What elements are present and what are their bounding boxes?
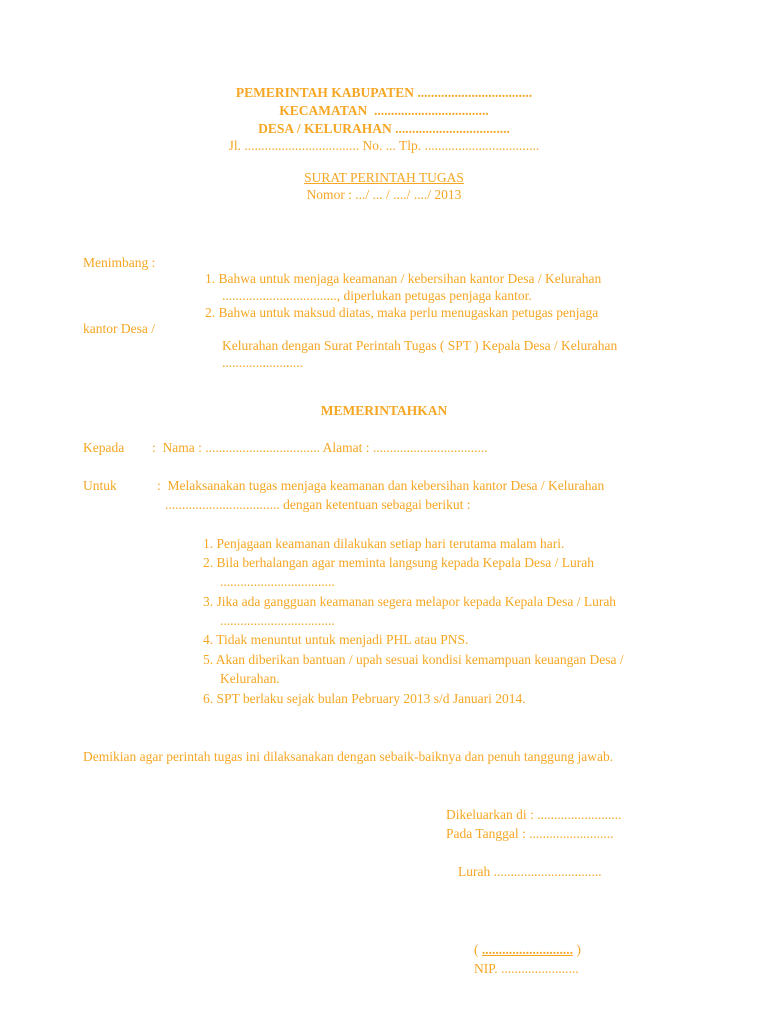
signatory-nip: NIP. .......................	[474, 961, 579, 976]
document-title: SURAT PERINTAH TUGAS	[304, 170, 464, 185]
ketentuan-item-3-cont: ..................................	[220, 613, 335, 628]
ketentuan-item-6: 6. SPT berlaku sejak bulan Pebruary 2013 s/d Januari 2014.	[203, 691, 526, 706]
closing-statement: Demikian agar perintah tugas ini dilaksanakan dengan sebaik-baiknya dan penuh tanggung jawab.	[83, 749, 614, 764]
document-number: Nomor : .../ ... / ..../ ..../ 2013	[306, 187, 462, 202]
issued-date: Pada Tanggal : .........................	[446, 826, 614, 841]
menimbang-label: Menimbang :	[83, 255, 156, 270]
untuk-content-cont: .................................. dengan ketentuan sebagai berikut :	[165, 497, 471, 512]
ketentuan-item-1: 1. Penjagaan keamanan dilakukan setiap hari terutama malam hari.	[203, 536, 565, 551]
open-paren: (	[474, 942, 482, 957]
header-address: Jl. .................................. No. ... Tlp. ..................................	[228, 138, 540, 153]
lurah-title: Lurah ................................	[458, 864, 602, 879]
issued-at: Dikeluarkan di : .........................	[446, 807, 622, 822]
menimbang-item-1-cont: .................................., diperlukan petugas penjaga kantor.	[222, 288, 532, 303]
ketentuan-item-5-cont: Kelurahan.	[220, 671, 280, 686]
signatory-name	[474, 943, 581, 957]
close-paren: )	[573, 942, 581, 957]
kepada-content: : Nama : .................................. Alamat : ..................................	[152, 440, 488, 455]
ketentuan-item-2-cont: ..................................	[220, 574, 335, 589]
menimbang-item-2: 2. Bahwa untuk maksud diatas, maka perlu menugaskan petugas penjaga	[205, 305, 599, 320]
kepada-label: Kepada	[83, 440, 125, 455]
menimbang-item-2-cont: kantor Desa /	[83, 321, 155, 336]
header-kecamatan: KECAMATAN ..................................	[279, 103, 489, 118]
memerintahkan-heading: MEMERINTAHKAN	[320, 403, 448, 418]
ketentuan-item-3: 3. Jika ada gangguan keamanan segera melapor kepada Kepala Desa / Lurah	[203, 594, 617, 609]
ketentuan-item-4: 4. Tidak menuntut untuk menjadi PHL atau PNS.	[203, 632, 469, 647]
signatory-name-blank: ...........................	[481, 942, 573, 957]
menimbang-item-2-cont-2: Kelurahan dengan Surat Perintah Tugas ( SPT ) Kepala Desa / Kelurahan	[222, 338, 618, 353]
menimbang-item-1: 1. Bahwa untuk menjaga keamanan / kebersihan kantor Desa / Kelurahan	[205, 271, 602, 286]
ketentuan-item-5: 5. Akan diberikan bantuan / upah sesuai kondisi kemampuan keuangan Desa /	[203, 652, 624, 667]
menimbang-item-2-cont-3: ........................	[222, 355, 303, 370]
untuk-label: Untuk	[83, 478, 117, 493]
header-desa: DESA / KELURAHAN ..................................	[258, 121, 510, 136]
header-government: PEMERINTAH KABUPATEN ..................................	[235, 85, 533, 100]
untuk-content: : Melaksanakan tugas menjaga keamanan dan kebersihan kantor Desa / Kelurahan	[157, 478, 605, 493]
ketentuan-item-2: 2. Bila berhalangan agar meminta langsung kepada Kepala Desa / Lurah	[203, 555, 594, 570]
